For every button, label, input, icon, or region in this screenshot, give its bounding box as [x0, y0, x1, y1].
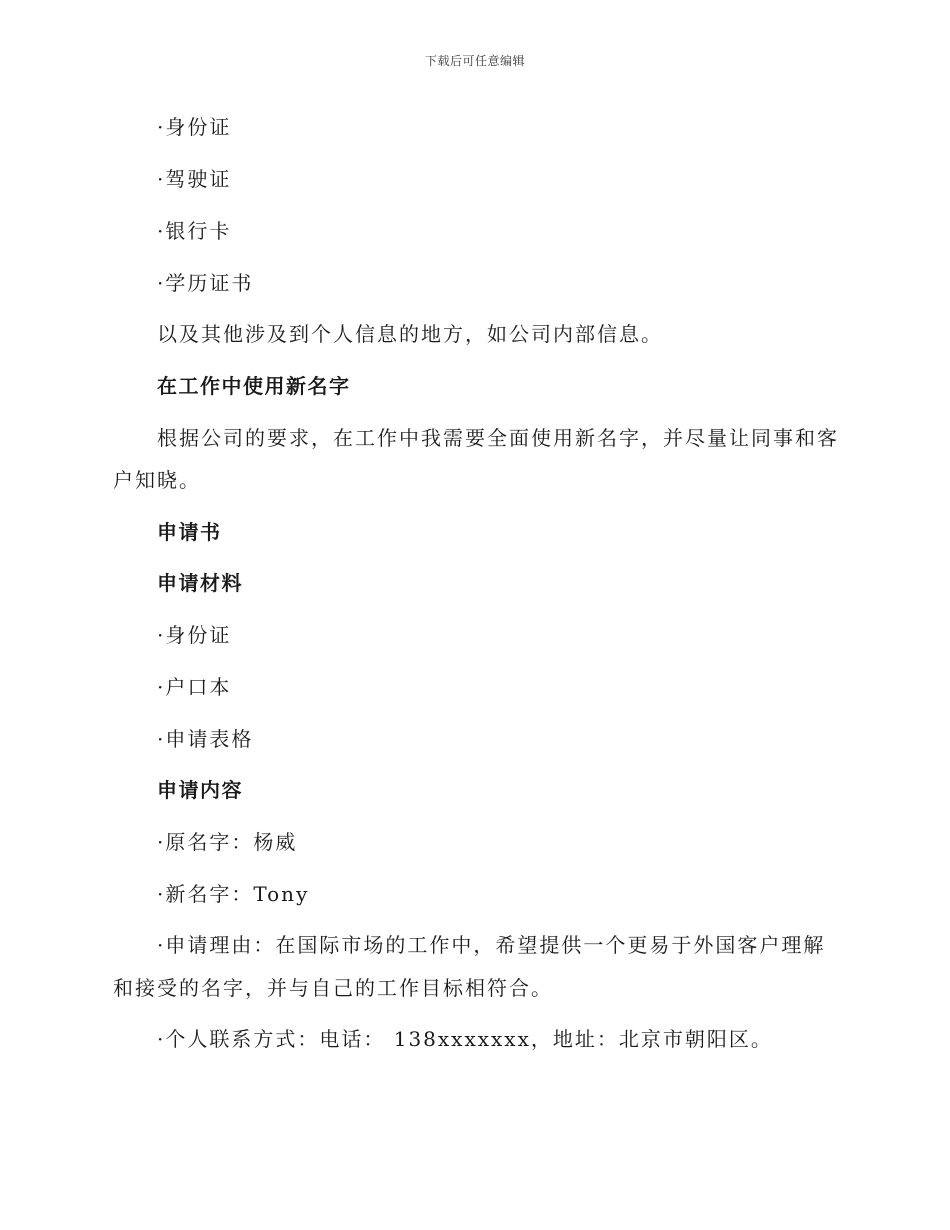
list-item: ·银行卡 [157, 219, 232, 243]
paragraph-line: 和接受的名字，并与自己的工作目标相符合。 [113, 976, 553, 1000]
paragraph-line: 户知晓。 [113, 468, 201, 492]
list-item: ·申请表格 [157, 727, 254, 751]
page-header: 下载后可任意编辑 [424, 54, 525, 68]
section-heading-content: 申请内容 [157, 778, 243, 802]
paragraph-line: ·申请理由：在国际市场的工作中，希望提供一个更易于外国客户理解 [157, 933, 826, 957]
list-item: ·驾驶证 [157, 167, 232, 191]
paragraph: 以及其他涉及到个人信息的地方，如公司内部信息。 [157, 322, 663, 346]
list-item: ·学历证书 [157, 271, 254, 295]
list-item-new-name: ·新名字：Tony [157, 882, 310, 906]
paragraph-line: 根据公司的要求，在工作中我需要全面使用新名字，并尽量让同事和客 [157, 426, 839, 450]
section-heading-application: 申请书 [157, 520, 222, 544]
list-item: ·身份证 [157, 115, 232, 139]
section-heading-materials: 申请材料 [157, 571, 243, 595]
list-item: ·身份证 [157, 623, 232, 647]
list-item-original-name: ·原名字：杨威 [157, 830, 298, 854]
section-heading-work: 在工作中使用新名字 [157, 374, 351, 398]
list-item-contact: ·个人联系方式：电话： 138xxxxxxx，地址：北京市朝阳区。 [157, 1027, 773, 1051]
list-item: ·户口本 [157, 675, 232, 699]
